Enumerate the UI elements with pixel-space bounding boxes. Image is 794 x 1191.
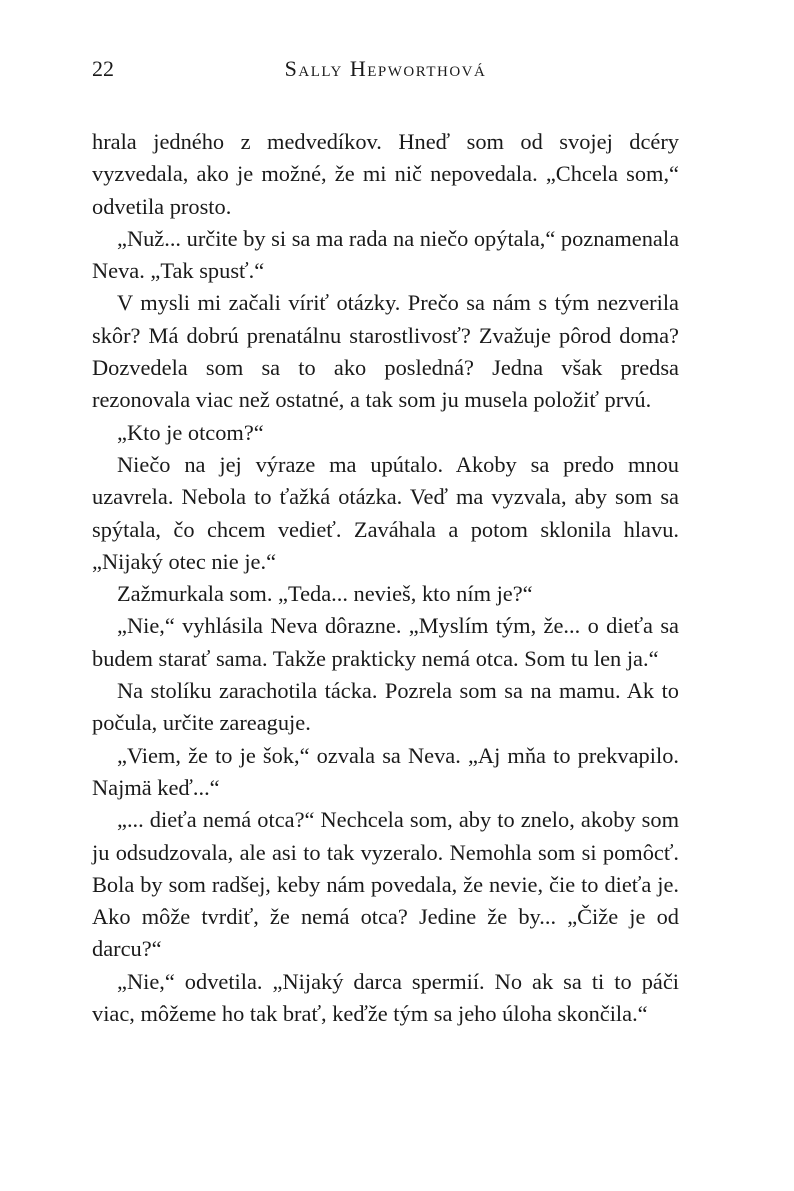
paragraph: „Viem, že to je šok,“ ozvala sa Neva. „Aj mňa to prekvapilo. Najmä keď...“ xyxy=(92,742,679,800)
paragraph: Niečo na jej výraze ma upútalo. Akoby sa predo mnou uzavrela. Nebola to ťažká otázka. Veď ma vyzvala, aby som sa spýtala, čo chcem vedieť. Zaváhala a potom sklonila hlavu. „Nijaký otec nie je.“ xyxy=(92,451,679,574)
book-page xyxy=(92,56,679,1030)
running-head: Sally Hepworthová xyxy=(284,56,487,81)
paragraph: „Nie,“ odvetila. „Nijaký darca spermií. No ak sa ti to páči viac, môžeme ho tak brať, keďže tým sa jeho úloha skončila.“ xyxy=(92,968,679,1027)
paragraph: Zažmurkala som. „Teda... nevieš, kto ním je?“ xyxy=(117,581,533,607)
paragraph: „Kto je otcom?“ xyxy=(117,419,264,445)
paragraph: „Nuž... určite by si sa ma rada na niečo opýtala,“ poznamenala Neva. „Tak spusť.“ xyxy=(92,225,680,284)
paragraph: Na stolíku zarachotila tácka. Pozrela som sa na mamu. Ak to počula, určite zareaguje. xyxy=(92,678,679,736)
body-text xyxy=(92,126,679,1030)
paragraph: „... dieťa nemá otca?“ Nechcela som, aby to znelo, akoby som ju odsudzovala, ale asi to tak vyzeralo. Nemohla som si pomôcť. Bola by som radšej, keby nám povedala, že nevie, čie to dieťa je. Ako môže tvrdiť, že nemá otca? Jedine že by... „Čiže je od darcu?“ xyxy=(92,807,679,962)
paragraph: V mysli mi začali víriť otázky. Prečo sa nám s tým nezverila skôr? Má dobrú prenatálnu starostlivosť? Zvažuje pôrod doma? Dozvedela som sa to ako posledná? Jedna však predsa rezonovala viac než ostatné, a tak som ju musela položiť prvú. xyxy=(92,290,679,413)
page-number: 22 xyxy=(92,56,114,81)
page-header xyxy=(92,56,679,96)
paragraph: hrala jedného z medvedíkov. Hneď som od svojej dcéry vyzvedala, ako je možné, že mi nič nepovedala. „Chcela som,“ odvetila prosto. xyxy=(92,129,679,219)
paragraph: „Nie,“ vyhlásila Neva dôrazne. „Myslím tým, že... o dieťa sa budem starať sama. Takže prakticky nemá otca. Som tu len ja.“ xyxy=(92,613,679,671)
